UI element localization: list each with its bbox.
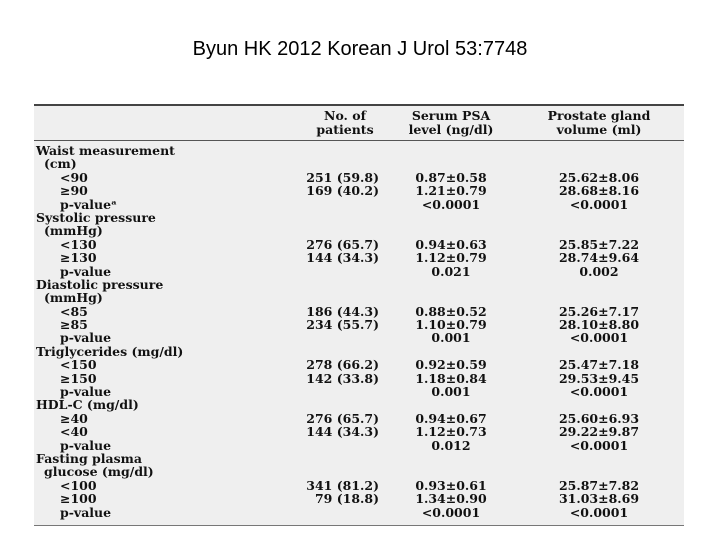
table-cell: 169 (40.2) [306, 183, 379, 199]
table-cell: 278 (66.2) [306, 357, 379, 373]
table-cell: 0.88±0.52 [415, 303, 487, 319]
table-cell: 0.002 [579, 263, 619, 279]
table-cell: <0.0001 [569, 330, 629, 346]
table-cell: 28.10±8.80 [558, 317, 640, 333]
table-cell: <0.0001 [569, 437, 629, 453]
table-cell: 0.93±0.61 [415, 477, 487, 493]
table-row [34, 278, 684, 291]
table-cell: 1.18±0.84 [415, 370, 487, 386]
row-label: <85 [60, 303, 88, 319]
table-cell: 144 (34.3) [306, 424, 379, 440]
row-label: (cm) [44, 156, 77, 172]
table-row [34, 318, 684, 331]
table-cell: 31.03±8.69 [558, 491, 640, 507]
table-row [34, 412, 684, 425]
slide-title: Byun HK 2012 Korean J Urol 53:7748 [192, 38, 528, 60]
table-row [34, 358, 684, 371]
row-label: <130 [60, 236, 97, 252]
row-label: ≥40 [60, 410, 88, 426]
table-cell: 25.62±8.06 [558, 169, 640, 185]
table-cell: 25.47±7.18 [558, 357, 640, 373]
data-table [34, 104, 684, 526]
row-label: Systolic pressure [36, 209, 156, 225]
table-cell: 341 (81.2) [306, 477, 379, 493]
table-row [34, 144, 684, 157]
table-cell: <0.0001 [569, 196, 629, 212]
table-cell: 25.85±7.22 [558, 236, 640, 252]
table-row [34, 251, 684, 264]
table-cell: <0.0001 [421, 504, 481, 520]
row-label: Waist measurement [36, 143, 175, 158]
table-cell: 1.34±0.90 [415, 491, 487, 507]
header-no-of-patients: No. of patients [316, 108, 374, 137]
table-cell: <0.0001 [569, 504, 629, 520]
table-row [34, 157, 684, 170]
row-label: p-value [60, 330, 112, 346]
table-cell: 186 (44.3) [306, 303, 379, 319]
row-label: p-value [60, 504, 112, 520]
row-label: (mmHg) [44, 290, 103, 306]
table-cell: 25.87±7.82 [558, 477, 640, 493]
table-cell: 0.94±0.63 [415, 236, 487, 252]
table-cell: 29.22±9.87 [558, 424, 640, 440]
table-cell: 142 (33.8) [306, 370, 379, 386]
table-row [34, 238, 684, 251]
table-cell: 1.21±0.79 [415, 183, 487, 199]
row-label: p-value [60, 384, 112, 400]
table-cell: 1.10±0.79 [415, 317, 487, 333]
row-label: p-value [60, 437, 112, 453]
table-cell: 1.12±0.79 [415, 250, 487, 266]
row-label: ≥90 [60, 183, 88, 199]
table-row [34, 291, 684, 304]
table-cell: <0.0001 [569, 384, 629, 400]
table-cell: 0.92±0.59 [415, 357, 487, 373]
table-row [34, 465, 684, 478]
table-cell: 276 (65.7) [306, 236, 379, 252]
table-row [34, 492, 684, 505]
table-cell: 1.12±0.73 [415, 424, 487, 440]
row-label: Fasting plasma [36, 450, 142, 466]
row-label: glucose (mg/dl) [44, 464, 154, 480]
table-row [34, 479, 684, 492]
row-label: <40 [60, 424, 88, 440]
table-cell: <0.0001 [421, 196, 481, 212]
table-cell: 0.87±0.58 [415, 169, 487, 185]
table-cell: 0.001 [431, 384, 471, 400]
header-serum-psa: Serum PSA level (ng/dl) [408, 108, 494, 137]
table-cell: 28.74±9.64 [558, 250, 640, 266]
table-row [34, 198, 684, 211]
table-cell: 25.60±6.93 [558, 410, 640, 426]
table-cell: 0.012 [431, 437, 471, 453]
table-cell: 0.021 [431, 263, 471, 279]
table-row [34, 211, 684, 224]
table-cell: 28.68±8.16 [558, 183, 640, 199]
table-cell: 0.94±0.67 [415, 410, 487, 426]
table-cell: 0.001 [431, 330, 471, 346]
table-header [34, 106, 684, 141]
row-label: <100 [60, 477, 97, 493]
table-row [34, 345, 684, 358]
table-row [34, 452, 684, 465]
table-row [34, 171, 684, 184]
row-label: HDL-C (mg/dl) [36, 397, 139, 413]
table-cell: 29.53±9.45 [558, 370, 640, 386]
row-label: p-value [60, 263, 112, 279]
table-row [34, 425, 684, 438]
table-row [34, 439, 684, 452]
table-row [34, 184, 684, 197]
table-row [34, 331, 684, 344]
row-label: Diastolic pressure [36, 276, 164, 292]
table-cell: 251 (59.8) [306, 169, 379, 185]
table-cell: 79 (18.8) [314, 491, 379, 507]
table-row [34, 265, 684, 278]
row-label: ≥130 [60, 250, 97, 266]
table-row [34, 385, 684, 398]
table-row [34, 224, 684, 237]
row-label: <150 [60, 357, 97, 373]
row-label: p-valueᵃ [60, 196, 117, 212]
header-prostate-volume: Prostate gland volume (ml) [547, 108, 651, 137]
table-row [34, 506, 684, 519]
table-cell: 144 (34.3) [306, 250, 379, 266]
table-cell: 234 (55.7) [306, 317, 379, 333]
table-cell: 276 (65.7) [306, 410, 379, 426]
row-label: Triglycerides (mg/dl) [36, 343, 184, 359]
table-row [34, 398, 684, 411]
table-body [34, 144, 684, 519]
table-row [34, 372, 684, 385]
table-row [34, 305, 684, 318]
row-label: ≥85 [60, 317, 88, 333]
table-cell: 25.26±7.17 [558, 303, 640, 319]
row-label: (mmHg) [44, 223, 103, 239]
row-label: ≥100 [60, 491, 97, 507]
row-label: <90 [60, 169, 88, 185]
row-label: ≥150 [60, 370, 97, 386]
